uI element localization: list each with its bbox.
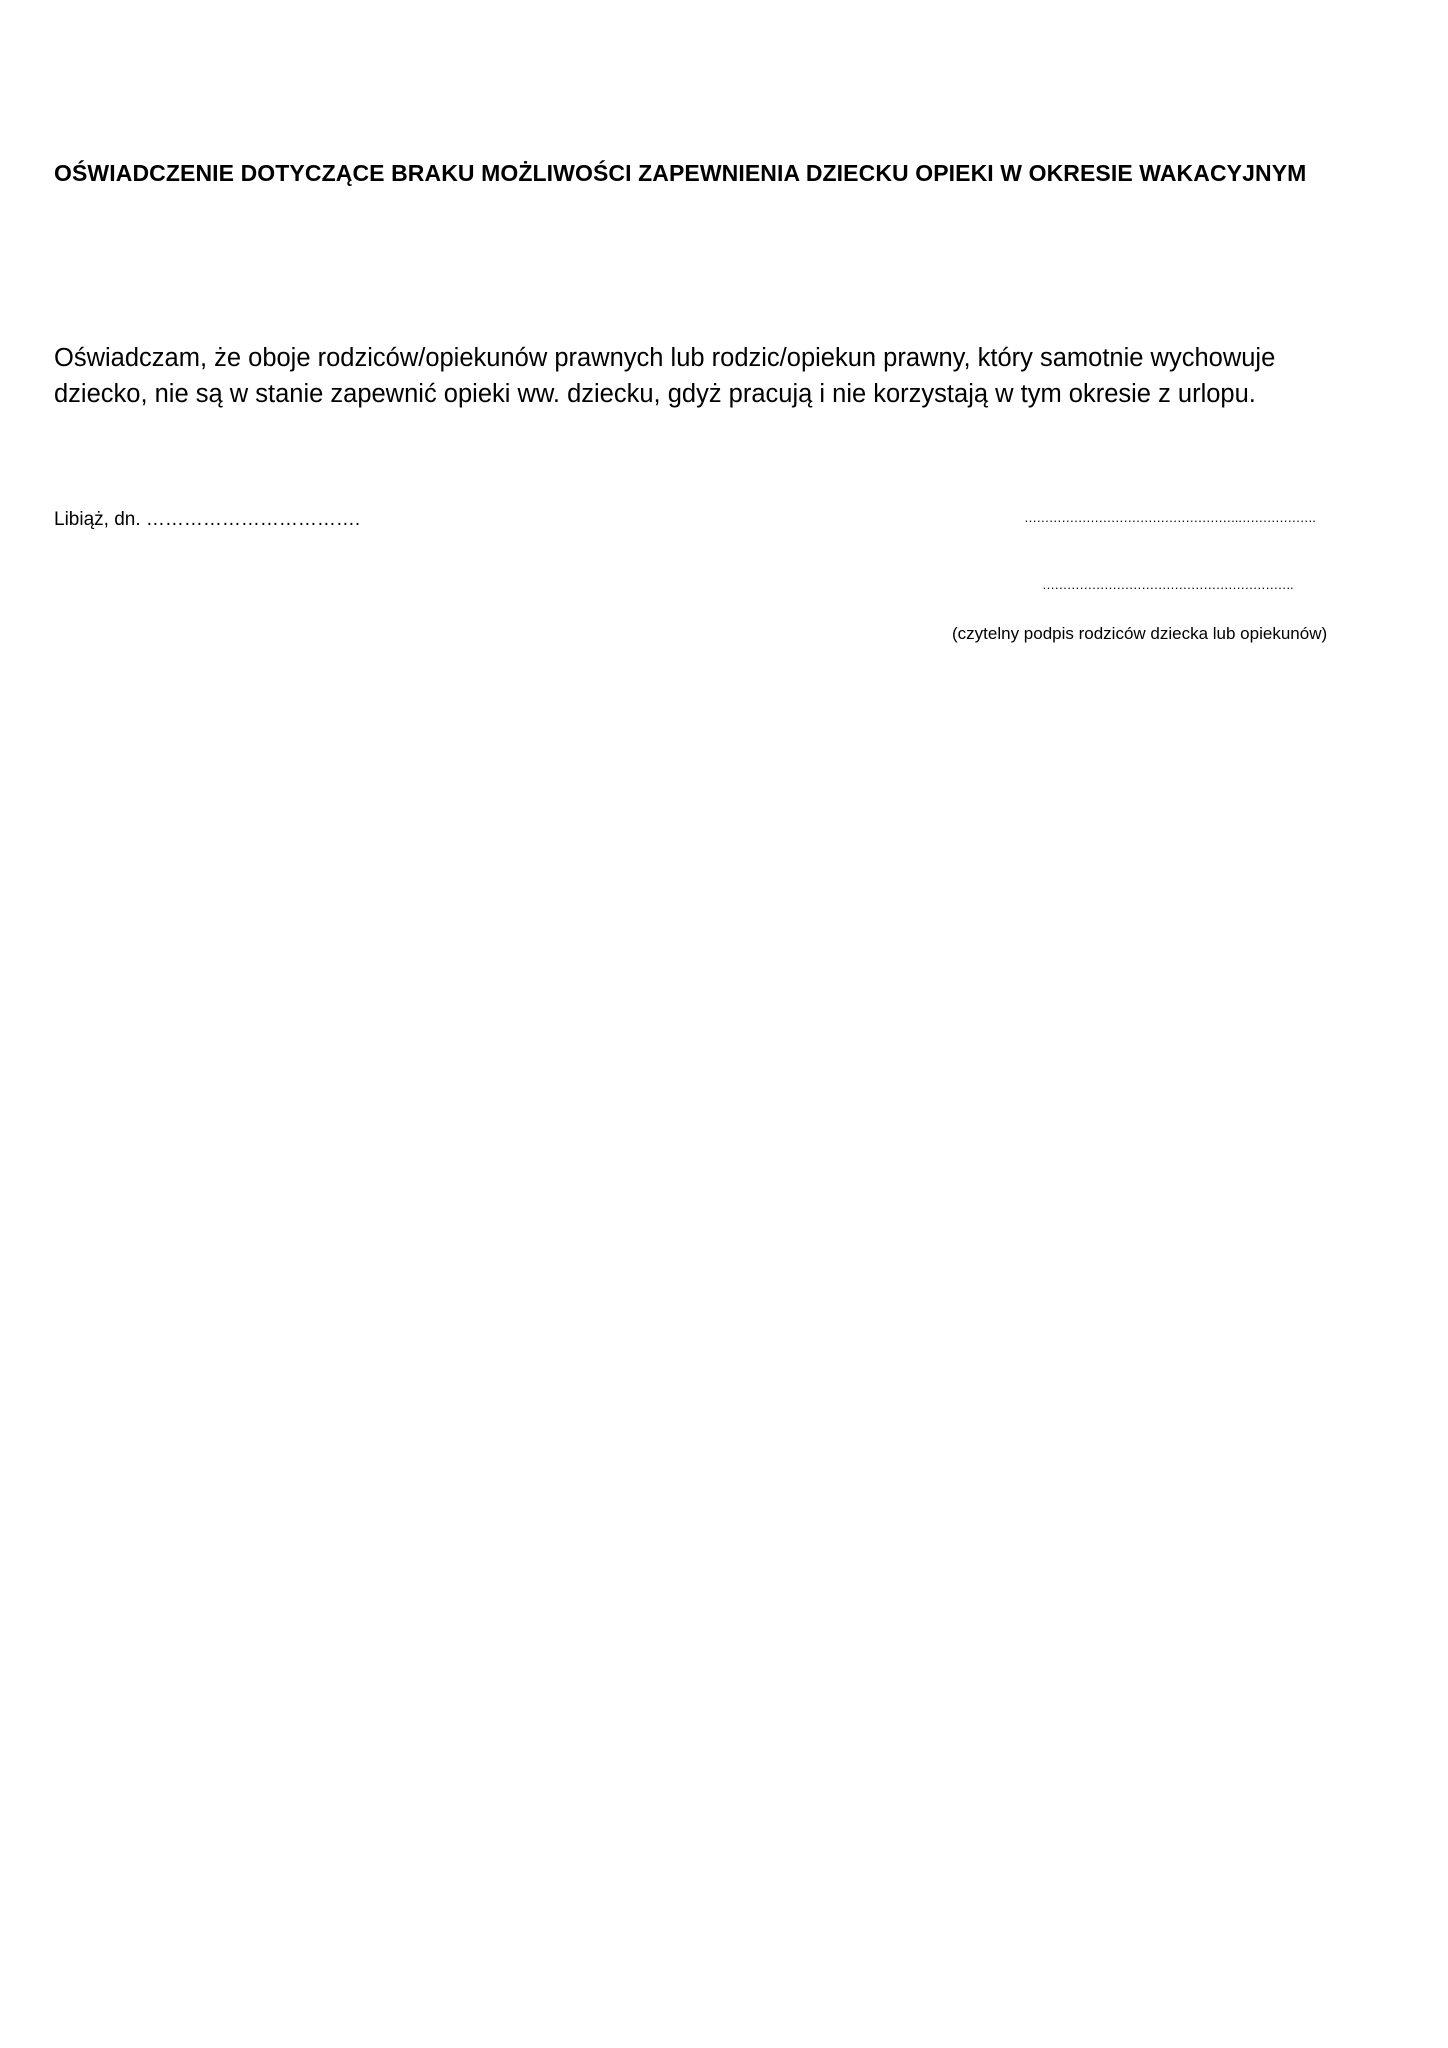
document-title: OŚWIADCZENIE DOTYCZĄCE BRAKU MOŻLIWOŚCI ZAPEWNIENIA DZIECKU OPIEKI W OKRESIE WAKACYJNYM — [54, 160, 1307, 186]
statement-line-2: dziecko, nie są w stanie zapewnić opieki ww. dziecku, gdyż pracują i nie korzystają w tym okresie z urlopu. — [54, 380, 1256, 408]
signature-line-2: ……………………………………………………. — [1042, 577, 1294, 592]
signature-line-1: …………………………………………….………………. — [1024, 510, 1316, 525]
place-date-field: Libiąż, dn. ……………………………. — [54, 509, 361, 530]
signature-caption: (czytelny podpis rodziców dziecka lub opiekunów) — [952, 624, 1328, 643]
statement-paragraph — [54, 340, 1394, 412]
statement-line-1: Oświadczam, że oboje rodziców/opiekunów prawnych lub rodzic/opiekun prawny, który samotnie wychowuje — [54, 344, 1276, 372]
